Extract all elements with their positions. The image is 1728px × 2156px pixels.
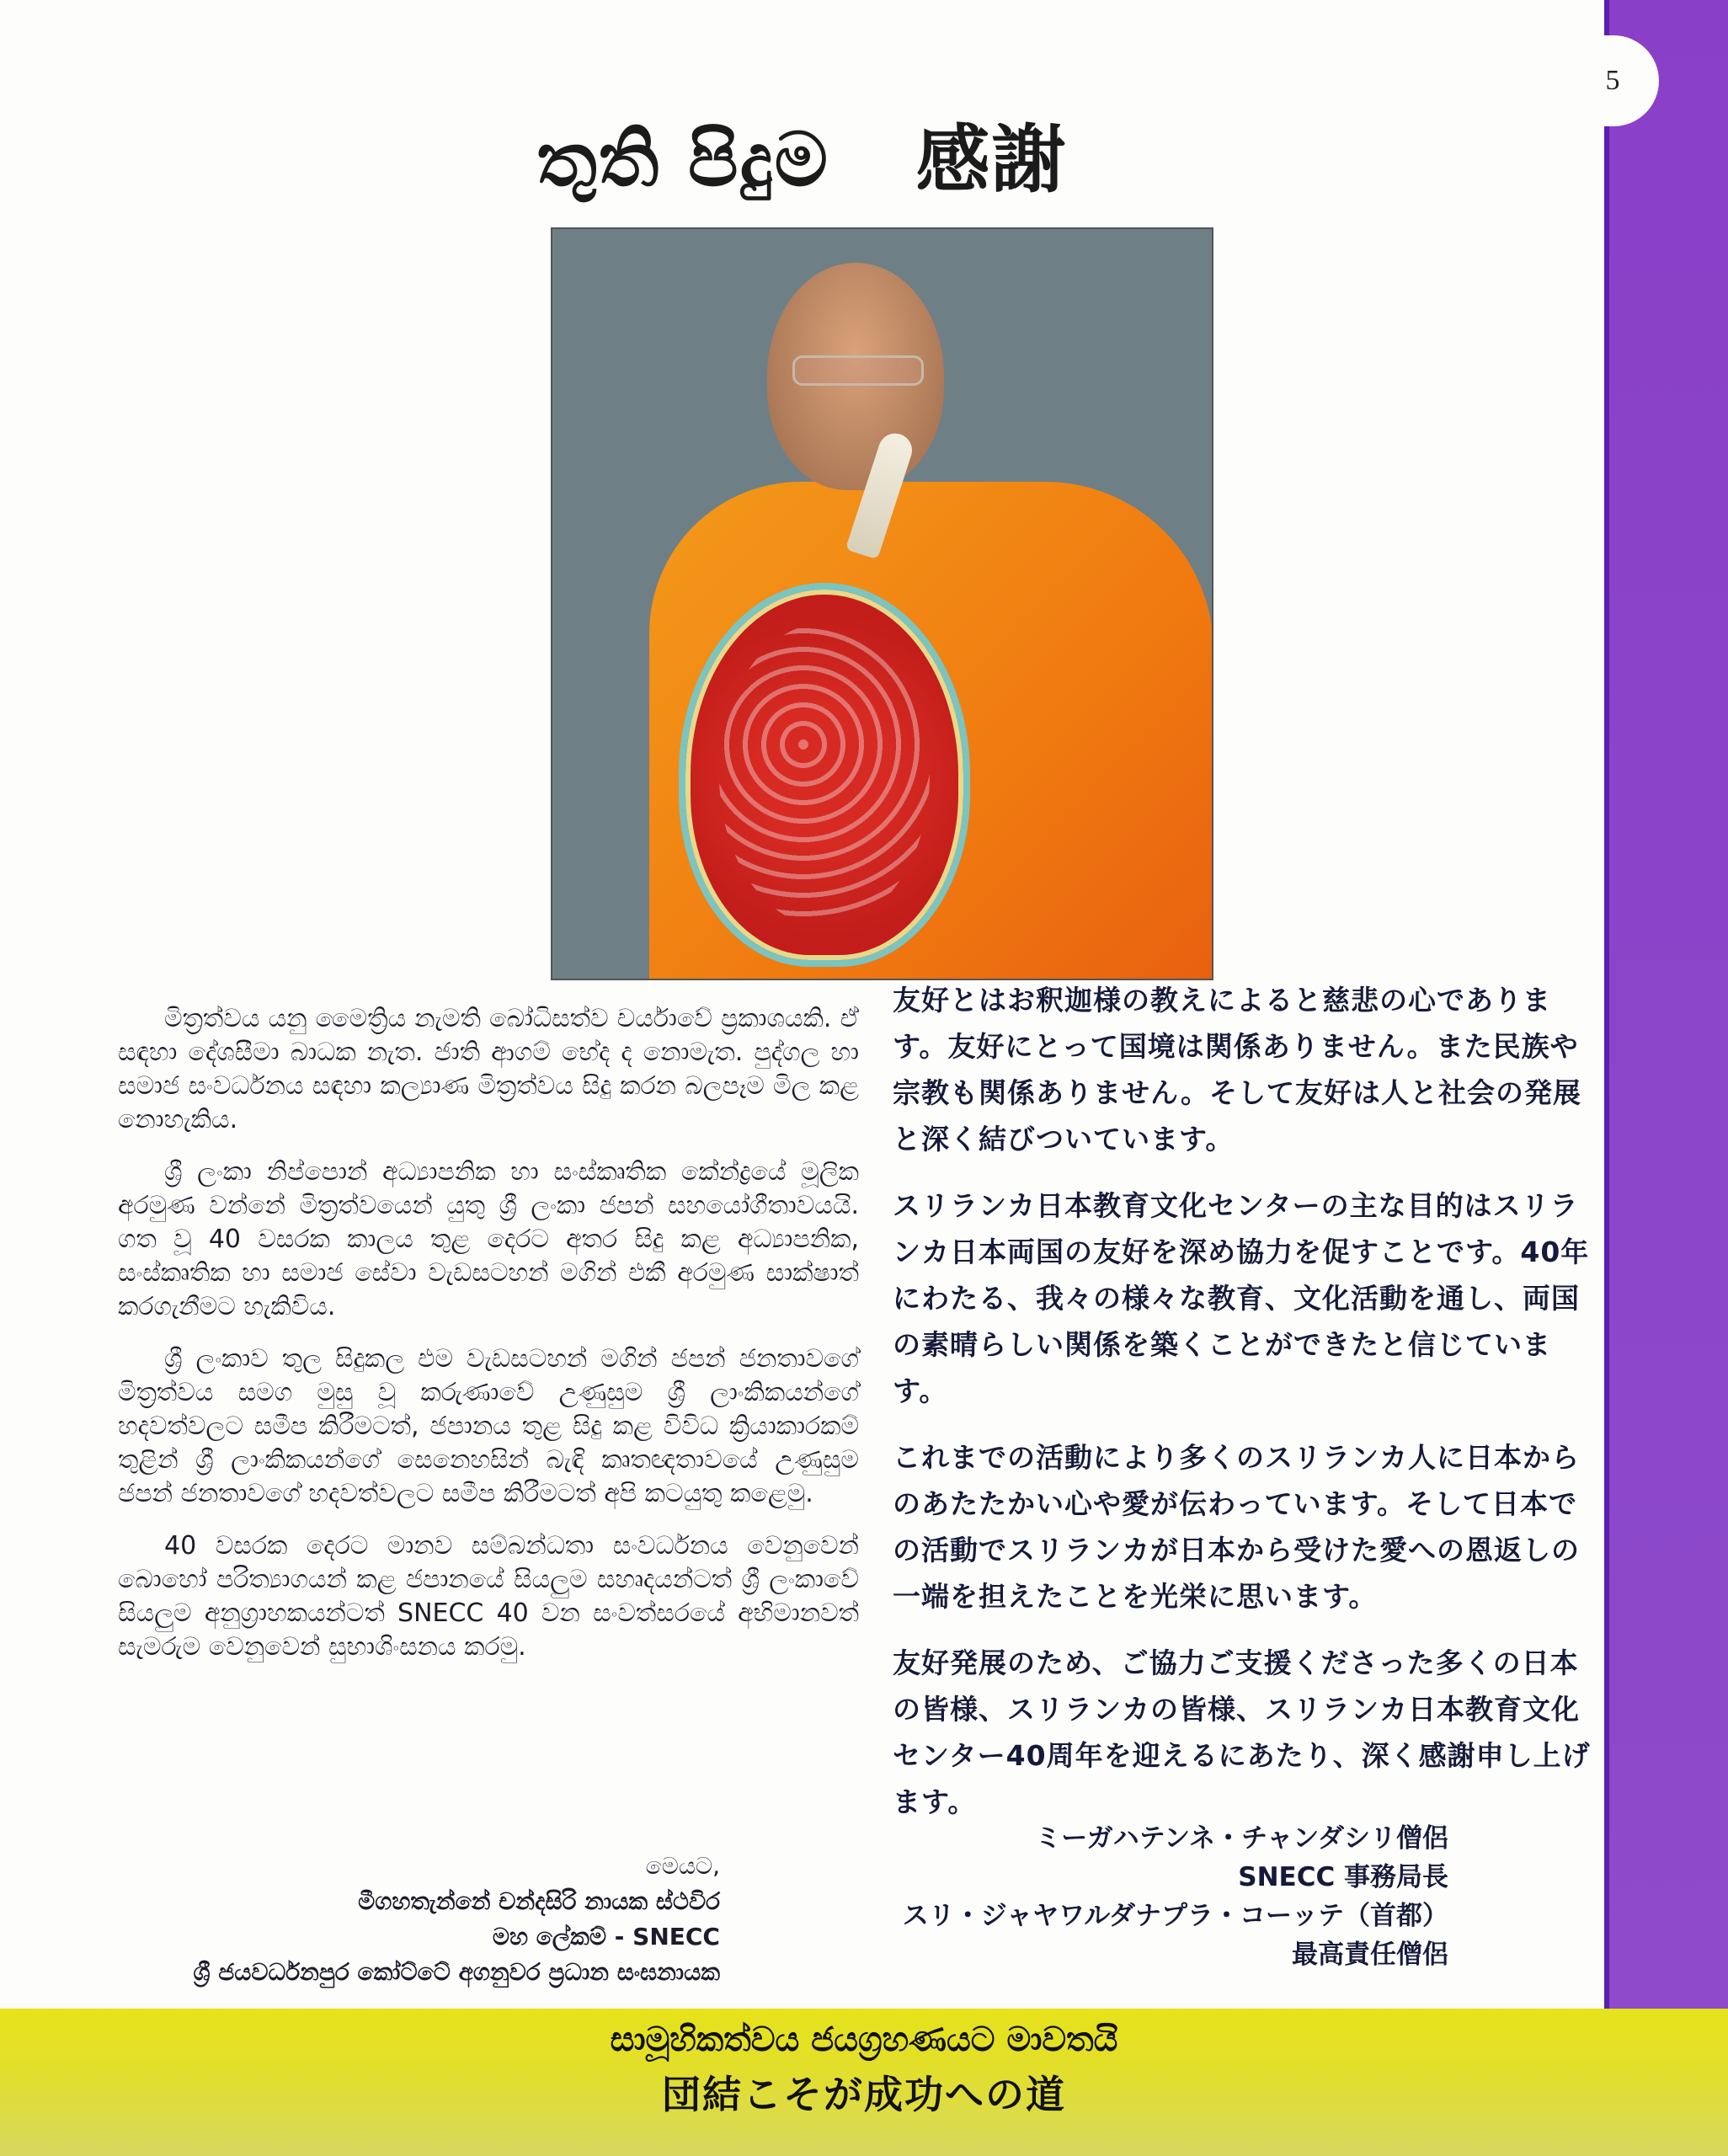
japanese-message-column [893,977,1592,1845]
signature-location: スリ・ジャヤワルダナプラ・コーッテ（首都） [902,1901,1448,1931]
sinhala-message-column [118,1002,859,1683]
japanese-paragraph: 友好発展のため、ご協力ご支援くださった多くの日本の皆様、スリランカの皆様、スリランカ日本教育文化センター40周年を迎えるにあたり、深く感謝申し上げます。 [893,1646,1591,1818]
japanese-paragraph: これまでの活動により多くのスリランカ人に日本からのあたたかい心や愛が伝わっています。そして日本での活動でスリランカが日本から受けた愛への恩返しの一端を担えたことを光栄に思います。 [893,1441,1580,1613]
signature-name: ミーガハテンネ・チャンダシリ僧侶 [1035,1823,1448,1854]
signature-title: 最高責任僧侶 [1292,1940,1448,1970]
page-title [0,101,1604,207]
signature-name: මීගහතැන්නේ චන්දසිරි නායක ස්ථවිර [358,1887,720,1915]
signature-role: SNECC 事務局長 [1238,1862,1448,1892]
monk-portrait-photo [551,227,1213,980]
ceremonial-fan-shape [679,583,970,967]
purple-side-strip [1604,0,1728,2021]
sinhala-paragraph: ශ්‍රී ලංකාව තුල සිදුකල එම වැඩසටහන් මගින් ජපන් ජනතාවගේ මිත්‍රත්වය සමග මුසු වූ කරුණාවේ උණුසුම ශ්‍රී ලාංකිකයන්ගේ හදවත්වලට සමීප කිරීමටත්, ජපානය තුළ සිදු කළ විවිධ ක්‍රියාකාරකම් තුළින් ශ්‍රී ලාංකිකයන්ගේ සෙනෙහසින් බැඳි කෘතඥතාවයේ උණුසුම ජපන් ජනතාවගේ හදවත්වලට සමීප කිරීමටත් අපි කටයුතු කළෙමු. [118,1344,859,1508]
signature-role: මහ ලේකම් - SNECC [492,1923,720,1951]
japanese-paragraph: 友好とはお釈迦様の教えによると慈悲の心であります。友好にとって国境は関係ありません。また民族や宗教も関係ありません。そして友好は人と社会の発展と深く結びついています。 [893,984,1581,1155]
glasses-shape [792,355,924,386]
sinhala-paragraph: ශ්‍රී ලංකා නිප්පොන් අධ්‍යාපනික හා සංස්කෘතික කේන්ද්‍රයේ මූලික අරමුණ වන්නේ මිත්‍රත්වයෙන් යුතු ශ්‍රී ලංකා ජපන් සහයෝගීතාවයයි. ගත වූ 40 වසරක කාලය තුළ දෙරට අතර සිදු කළ අධ්‍යාපනික, සංස්කෘතික හා සමාජ සේවා වැඩසටහන් මගින් එකී අරමුණ සාක්ෂාත් කරගැනීමට හැකිවිය. [118,1157,859,1321]
sinhala-signature [194,1849,721,1990]
title-sinhala: තුති පිදුම [536,116,829,203]
banner-sinhala: සාමූහිකත්වය ජයග්‍රහණයට මාවතයි [610,2020,1118,2059]
japanese-paragraph: スリランカ日本教育文化センターの主な目的はスリランカ日本両国の友好を深め協力を促すことです。40年にわたる、我々の様々な教育、文化活動を通し、両国の素晴らしい関係を築くことができたと信じています。 [893,1189,1590,1407]
banner-japanese: 団結こそが成功への道 [662,2072,1066,2117]
japanese-signature [903,1819,1448,1974]
signature-closing: මෙයට, [645,1852,720,1880]
footer-banner [0,2009,1728,2156]
page-number: 5 [1566,35,1659,126]
sinhala-paragraph: 40 වසරක දෙරට මානව සම්බන්ධතා සංවර්ධනය වෙනුවෙන් බොහෝ පරිත්‍යාගයන් කළ ජපානයේ සියලුම සහෘදයන්ටත් ශ්‍රී ලංකාවේ සියලුම අනුග්‍රාහකයන්ටත් SNECC 40 වන සංවත්සරයේ අභිමානවත් සැමරුම වෙනුවෙන් සුභාශිංසනය කරමු. [118,1531,859,1662]
signature-title: ශ්‍රී ජයවර්ධනපුර කෝට්ටේ අගනුවර ප්‍රධාන සංඝනායක [193,1958,720,1986]
sinhala-paragraph: මිත්‍රත්වය යනු මෛත්‍රිය නැමති බෝධිසත්ව චර්යාවේ ප්‍රකාශයකි. ඒ සඳහා දේශසීමා බාධක නැත. ජාති ආගම් භේද ද නොමැත. පුද්ගල හා සමාජ සංවර්ධනය සඳහා කල්‍යාණ මිත්‍රත්වය සිදු කරන බලපෑම මිල කළ නොහැකිය. [118,1004,859,1134]
title-japanese: 感謝 [915,116,1068,203]
